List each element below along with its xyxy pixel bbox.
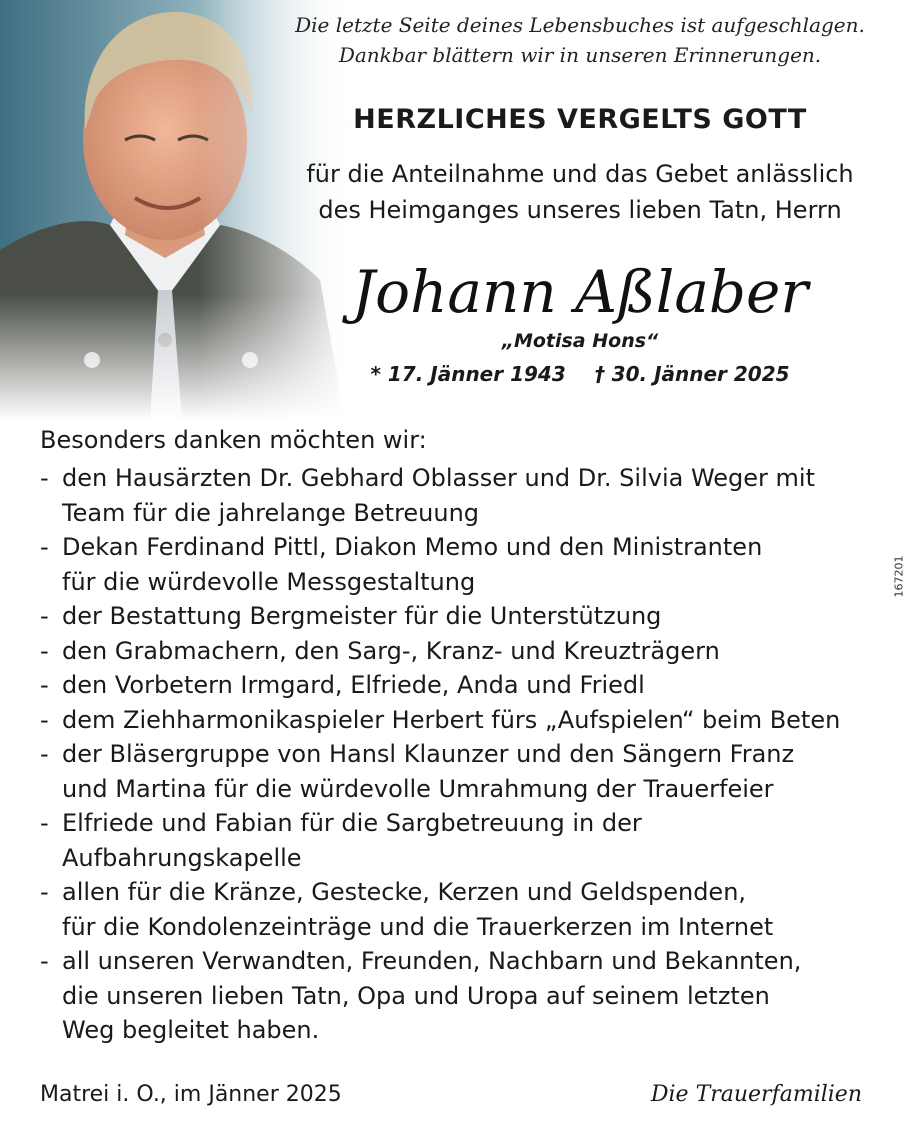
thanks-item-line: - den Vorbetern Irmgard, Elfriede, Anda und Friedl — [62, 671, 645, 699]
thanks-item-line: - den Hausärzten Dr. Gebhard Oblasser und Dr. Silvia Weger mit — [62, 464, 815, 492]
thanks-item — [40, 634, 870, 669]
intro-text — [270, 156, 890, 228]
motto-line: Dankbar blättern wir in unseren Erinnerungen. — [338, 43, 822, 67]
thanks-item — [40, 599, 870, 634]
thanks-item-line: - all unseren Verwandten, Freunden, Nachbarn und Bekannten, — [62, 947, 802, 975]
thanks-item-line: - dem Ziehharmonikaspieler Herbert fürs „Aufspielen“ beim Beten — [62, 705, 841, 734]
thanks-item-line: für die Kondolenzeinträge und die Trauerkerzen im Internet — [62, 912, 774, 941]
thanks-item-line: - Dekan Ferdinand Pittl, Diakon Memo und den Ministranten — [62, 533, 763, 561]
place-date: Matrei i. O., im Jänner 2025 — [40, 1082, 342, 1107]
thanks-item-line: die unseren lieben Tatn, Opa und Uropa auf seinem letzten — [62, 981, 770, 1010]
motto-line: Die letzte Seite deines Lebensbuches ist aufgeschlagen. — [295, 13, 865, 37]
reference-code: 167201 — [892, 555, 906, 598]
thanks-item-line: Weg begleitet haben. — [62, 1016, 320, 1044]
thanks-item-line: - der Bläsergruppe von Hansl Klaunzer und den Sängern Franz — [62, 740, 795, 768]
thanks-item-line: - der Bestattung Bergmeister für die Unterstützung — [62, 602, 662, 630]
thanks-item — [40, 875, 870, 944]
thanks-item-line: - den Grabmachern, den Sarg-, Kranz- und Kreuzträgern — [62, 636, 720, 665]
thanks-item — [40, 461, 870, 530]
thanks-item — [40, 944, 870, 1048]
thanks-item-line: Aufbahrungskapelle — [62, 843, 302, 872]
signature: Die Trauerfamilien — [650, 1082, 862, 1107]
deceased-nickname: „Motisa Hons“ — [501, 330, 659, 352]
intro-line: für die Anteilnahme und das Gebet anlässlich — [306, 160, 854, 188]
thanks-item-line: und Martina für die würdevolle Umrahmung der Trauerfeier — [62, 774, 774, 803]
birth-date: * 17. Jänner 1943 — [370, 362, 566, 386]
life-dates — [290, 362, 870, 386]
thanks-list — [40, 461, 870, 1048]
death-date: † 30. Jänner 2025 — [594, 362, 790, 386]
thanks-item-line: Team für die jahrelange Betreuung — [62, 498, 480, 527]
thanks-item — [40, 668, 870, 703]
thanks-list-title: Besonders danken möchten wir: — [40, 426, 427, 454]
thanks-item — [40, 737, 870, 806]
thanks-item-line: - allen für die Kränze, Gestecke, Kerzen und Geldspenden, — [62, 878, 747, 906]
thanks-item — [40, 703, 870, 738]
thanks-item — [40, 530, 870, 599]
thanks-item-line: für die würdevolle Messgestaltung — [62, 567, 476, 596]
thanks-heading: HERZLICHES VERGELTS GOTT — [353, 104, 807, 135]
memorial-motto — [290, 10, 870, 70]
thanks-item — [40, 806, 870, 875]
intro-line: des Heimganges unseres lieben Tatn, Herrn — [318, 196, 842, 224]
deceased-name: Johann Aßlaber — [351, 258, 809, 326]
thanks-item-line: - Elfriede und Fabian für die Sargbetreuung in der — [62, 809, 642, 837]
